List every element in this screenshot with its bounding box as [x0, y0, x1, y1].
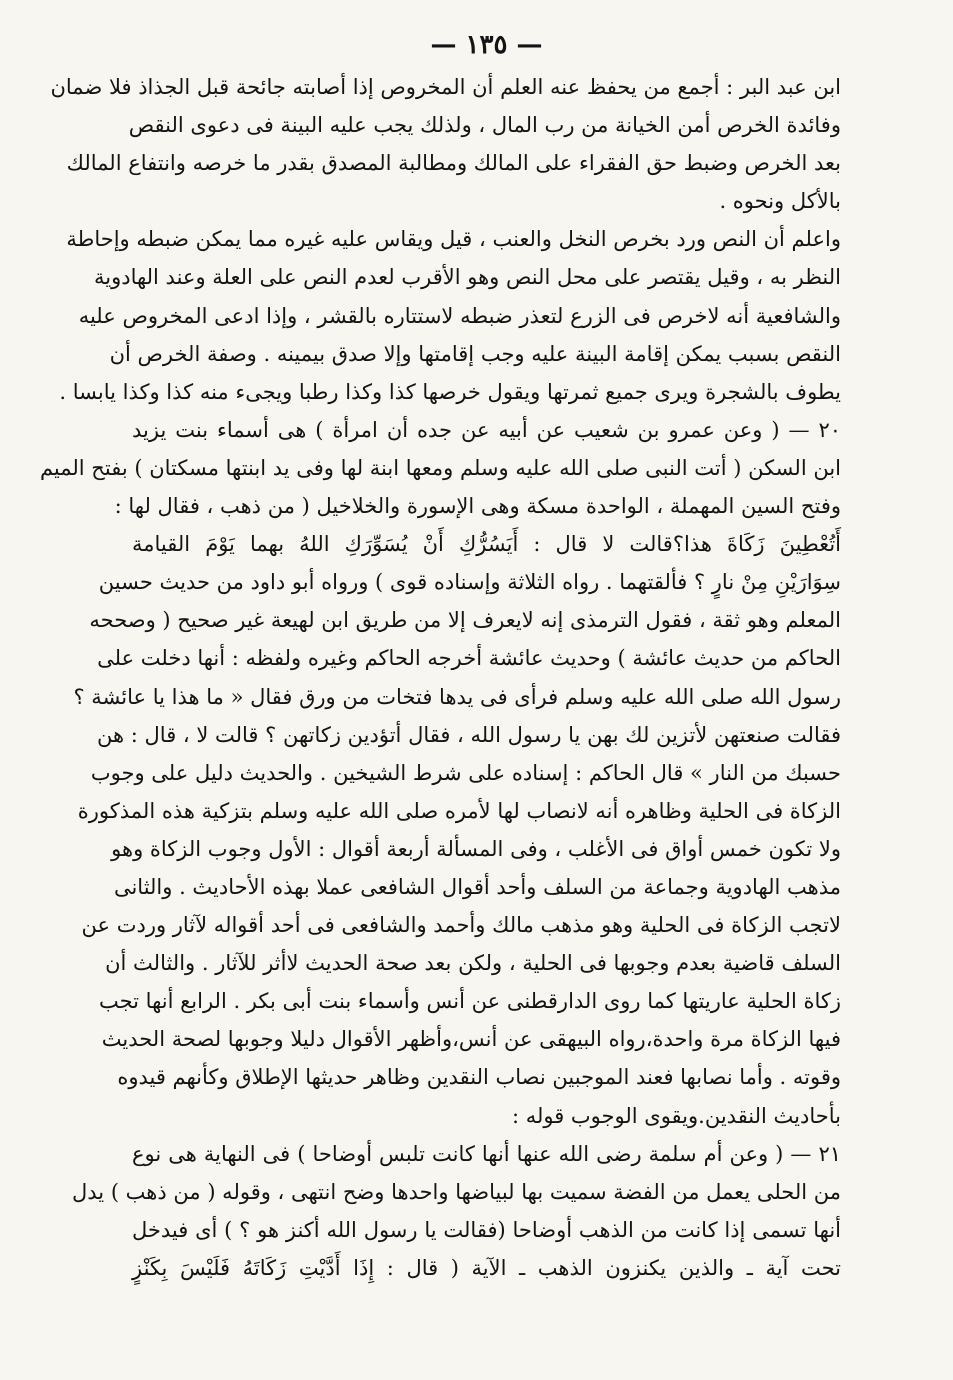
text-line: حسبك من النار » قال الحاكم : إسناده على شرط الشيخين . والحديث دليل على وجوب	[90, 760, 841, 785]
text-line: النقص بسبب يمكن إقامة البينة عليه وجب إقامتها وإلا صدق بيمينه . وصفة الخرص أن	[109, 341, 841, 366]
text-line: المعلم وهو ثقة ، فقول الترمذى إنه لايعرف إلا من طريق ابن لهيعة غير صحيح ( وصححه	[89, 608, 841, 633]
text-line: الزكاة فى الحلية وظاهره أنه لانصاب لها لأمره صلى الله عليه وسلم بتزكية هذه المذكورة	[77, 798, 841, 823]
body-text	[39, 68, 841, 1287]
text-line: واعلم أن النص ورد بخرص النخل والعنب ، قيل ويقاس عليه غيره مما يمكن ضبطه وإحاطة	[66, 227, 841, 252]
text-line: فقالت صنعتهن لأتزين لك بهن يا رسول الله ، فقال أتؤدين زكاتهن ؟ قالت لا ، قال : هن	[97, 722, 841, 747]
text-line: ابن عبد البر : أجمع من يحفظ عنه العلم أن المخروص إذا أصابته جائحة قبل الجذاذ فلا ضمان	[50, 75, 841, 99]
text-line: أنها تسمى إذا كانت من الذهب أوضاحا (فقالت يا رسول الله أكنز هو ؟ ) أى فيدخل	[132, 1217, 841, 1242]
text-line: أَتُعْطِينَ زَكَاةَ هذا؟قالت لا قال : أَيَسُرُّكِ أَنْ يُسَوِّرَكِ اللهُ بهما يَوْمَ القيامة	[132, 532, 841, 557]
text-line: الحاكم من حديث عائشة ) وحديث عائشة أخرجه الحاكم وغيره ولفظه : أنها دخلت على	[97, 646, 841, 671]
text-line: بالأكل ونحوه .	[719, 189, 841, 214]
text-line: ٢١ — ( وعن أم سلمة رضى الله عنها أنها كانت تلبس أوضاحا ) فى النهاية هى نوع	[132, 1141, 841, 1166]
text-line: سِوَارَيْنِ مِنْ نارٍ ؟ فألقتهما . رواه الثلاثة وإسناده قوى ) ورواه أبو داود من حديث حسين	[98, 570, 841, 595]
text-line: لاتجب الزكاة فى الحلية وهو مذهب مالك وأحمد والشافعى فى أحد أقواله لآثار وردت عن	[81, 913, 841, 938]
text-line: مذهب الهادوية وجماعة من السلف وأحد أقوال الشافعى عملا بهذه الأحاديث . والثانى	[113, 874, 841, 899]
text-line: تحت آية ـ والذين يكنزون الذهب ـ الآية ( قال : إِذَا أَدَّيْتِ زَكَاتَهُ فَلَيْسَ بِكَنْزٍ	[132, 1255, 841, 1280]
text-line: ٢٠ — ( وعن عمرو بن شعيب عن أبيه عن جده أن امرأة ) هى أسماء بنت يزيد	[132, 417, 841, 442]
text-line: بعد الخرص وضبط حق الفقراء على المالك ومطالبة المصدق بقدر ما خرصه وانتفاع المالك	[66, 151, 841, 176]
text-line: ابن السكن ( أتت النبى صلى الله عليه وسلم ومعها ابنة لها وفى يد ابنتها مسكتان ) بفتح الميم	[39, 455, 841, 480]
text-line: النظر به ، وقيل يقتصر على محل النص وهو الأقرب لعدم النص على العلة وعند الهادوية	[93, 265, 841, 290]
text-line: فيها الزكاة مرة واحدة،رواه البيهقى عن أنس،وأظهر الأقوال دليلا وجوبها لصحة الحديث	[101, 1027, 841, 1052]
page-number: — ١٣٥ —	[430, 30, 543, 60]
text-line: وقوته . وأما نصابها فعند الموجبين نصاب النقدين وظاهر حديثها الإطلاق وكأنهم قيدوه	[117, 1065, 841, 1090]
text-line: وفتح السين المهملة ، الواحدة مسكة وهى الإسورة والخلاخيل ( من ذهب ، فقال لها :	[114, 494, 841, 519]
text-line: السلف قاضية بعدم وجوبها فى الحلية ، ولكن بعد صحة الحديث لاأثر للآثار . والثالث أن	[105, 951, 841, 976]
text-line: من الحلى يعمل من الفضة سميت بها لبياضها واحدها وضح انتهى ، وقوله ( من ذهب ) يدل	[72, 1179, 841, 1204]
text-line: والشافعية أنه لاخرص فى الزرع لتعذر ضبطه لاستتاره بالقشر ، وإذا ادعى المخروص عليه	[78, 303, 841, 328]
text-line: يطوف بالشجرة ويرى جميع ثمرتها ويقول خرصها كذا وكذا رطبا ويجىء منه كذا وكذا يابسا .	[59, 379, 841, 404]
text-line: وفائدة الخرص أمن الخيانة من رب المال ، ولذلك يجب عليه البينة فى دعوى النقص	[128, 113, 841, 138]
text-line: رسول الله صلى الله عليه وسلم فرأى فى يدها فتخات من ورق فقال « ما هذا يا عائشة ؟	[73, 684, 841, 709]
text-line: ولا تكون خمس أواق فى الأغلب ، وفى المسألة أربعة أقوال : الأول وجوب الزكاة وهو	[111, 836, 841, 861]
text-line: بأحاديث النقدين.ويقوى الوجوب قوله :	[511, 1103, 841, 1128]
text-line: زكاة الحلية عاريتها كما روى الدارقطنى عن أنس وأسماء بنت أبى بكر . الرابع أنها تجب	[98, 989, 841, 1014]
